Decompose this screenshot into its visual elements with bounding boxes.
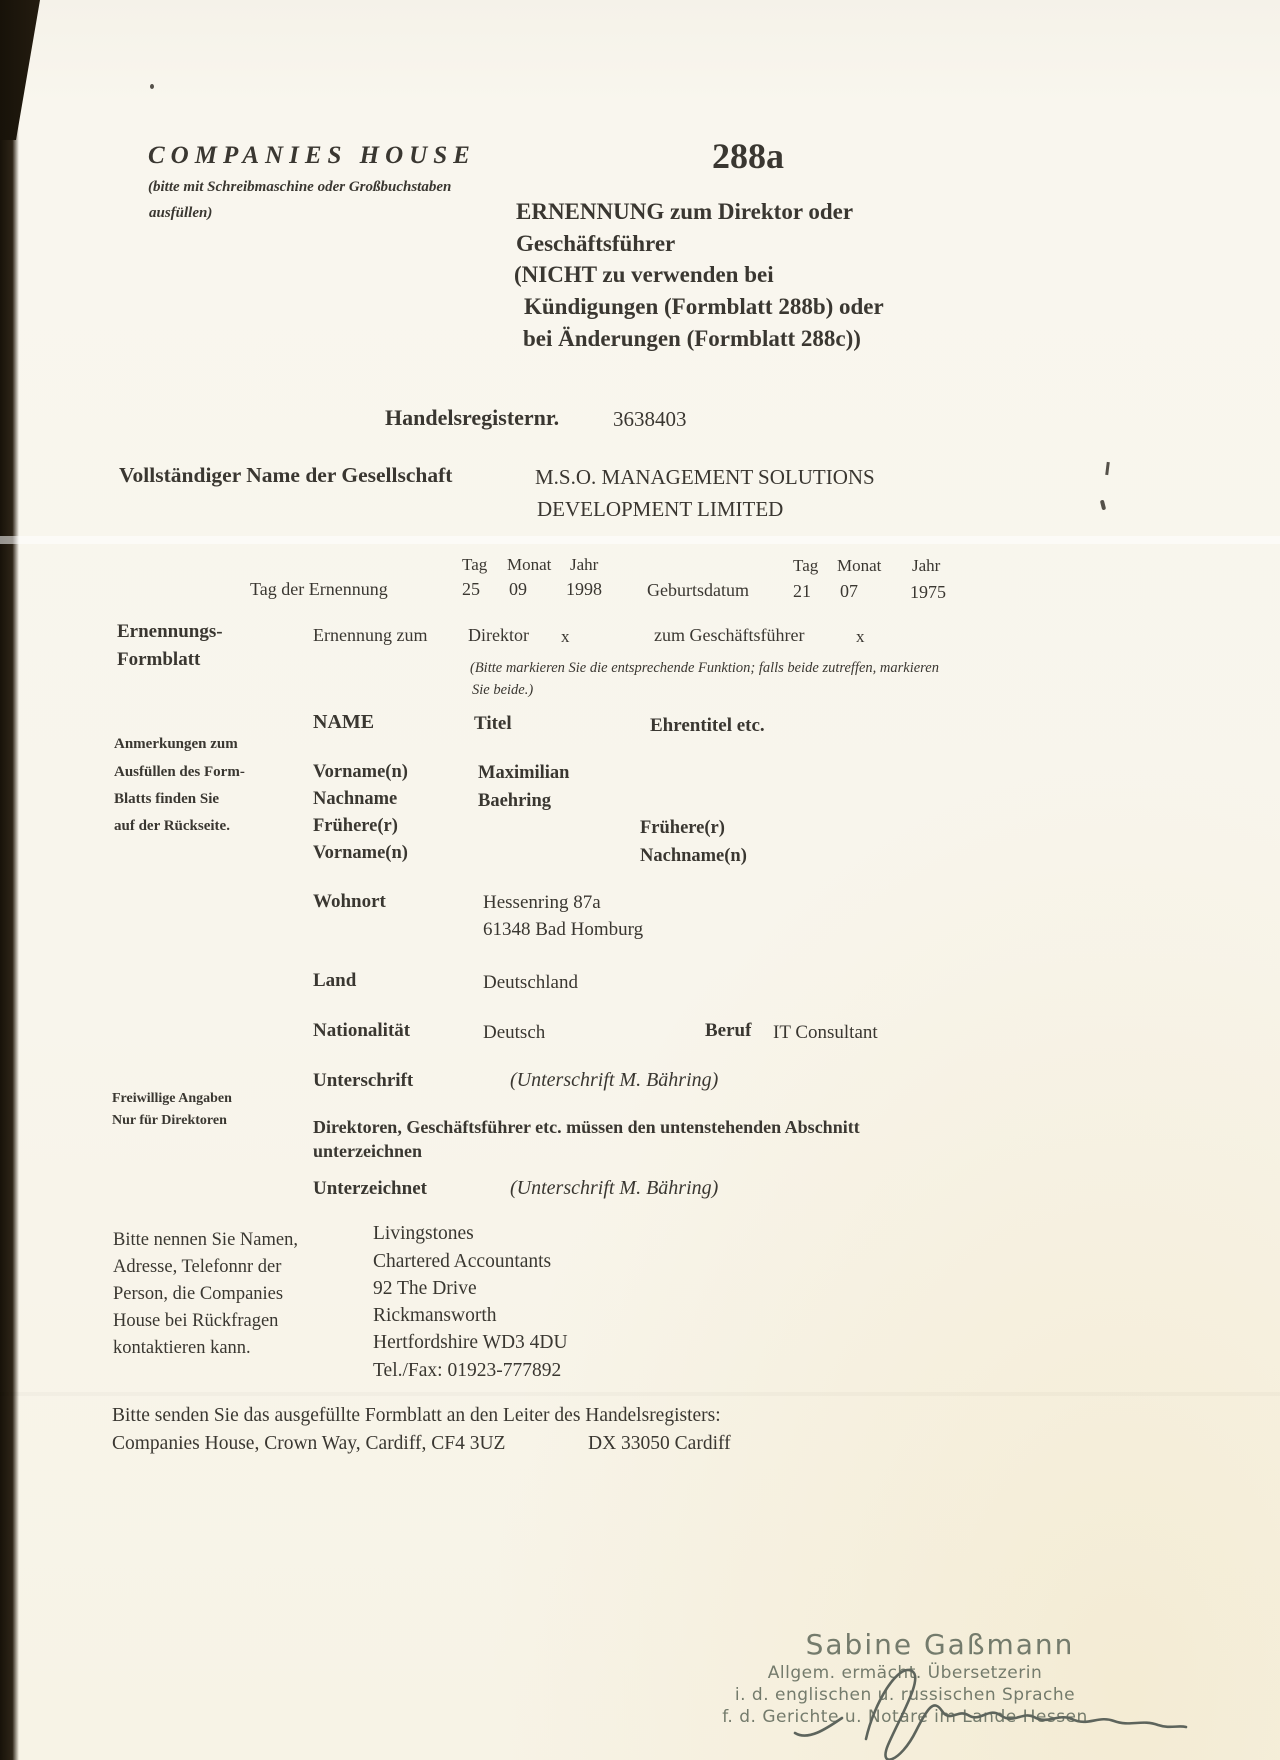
surname-value: Baehring (478, 791, 551, 811)
surname-label: Nachname (313, 789, 398, 809)
scan-left-edge-top (0, 0, 40, 140)
birth-day-value: 21 (793, 581, 811, 601)
birth-month-header: Monat (837, 556, 882, 575)
former-surname-label-line-2: Nachname(n) (640, 846, 747, 866)
birth-date-label: Geburtsdatum (647, 580, 749, 600)
typewriter-note-line-2: ausfüllen) (149, 205, 213, 221)
birth-year-value: 1975 (910, 582, 946, 602)
appointment-date-label: Tag der Ernennung (250, 579, 388, 599)
ink-dot-artifact (150, 84, 154, 89)
manager-checkbox-mark: x (856, 627, 865, 646)
send-to-line-1: Bitte senden Sie das ausgefüllte Formblatt an den Leiter des Handelsregisters: (112, 1405, 721, 1426)
contact-detail-line-5: Hertfordshire WD3 4DU (373, 1332, 568, 1353)
form-title-line-4: Kündigungen (Formblatt 288b) oder (524, 294, 884, 319)
handwritten-signature (780, 1655, 1200, 1760)
director-checkbox-mark: x (561, 627, 570, 646)
translator-stamp-name: Sabine Gaßmann (805, 1628, 1075, 1661)
appointment-month-header: Monat (507, 555, 552, 574)
former-forename-label-line-1: Frühere(r) (313, 816, 398, 836)
former-surname-label-line-1: Frühere(r) (640, 818, 725, 838)
stray-mark-artifact (1105, 462, 1110, 475)
title-header: Titel (474, 713, 512, 734)
must-sign-note-line-2: unterzeichnen (313, 1141, 422, 1161)
send-to-dx: DX 33050 Cardiff (588, 1433, 731, 1454)
forename-value: Maximilian (478, 763, 570, 783)
scan-band (0, 1392, 1280, 1396)
form-title-line-2: Geschäftsführer (516, 231, 676, 256)
contact-detail-line-4: Rickmansworth (373, 1305, 497, 1326)
name-section-header: NAME (313, 711, 375, 733)
contact-detail-line-3: 92 The Drive (373, 1278, 477, 1299)
signed-label: Unterzeichnet (313, 1178, 427, 1199)
mark-function-note-line-2: Sie beide.) (472, 682, 534, 698)
manager-option-label: zum Geschäftsführer (654, 625, 805, 645)
forename-label: Vorname(n) (313, 762, 408, 782)
appointment-day-header: Tag (462, 555, 488, 574)
typewriter-note-line-1: (bitte mit Schreibmaschine oder Großbuchstaben (148, 179, 452, 195)
scan-band (0, 536, 1280, 544)
company-name-line-1: M.S.O. MANAGEMENT SOLUTIONS (535, 465, 875, 489)
section-sidebar-formblatt: Formblatt (117, 649, 201, 670)
registration-number-label: Handelsregisternr. (385, 405, 560, 430)
appointment-day-value: 25 (462, 579, 480, 599)
form-title-line-1: ERNENNUNG zum Direktor oder (516, 199, 854, 224)
birth-day-header: Tag (793, 556, 819, 575)
occupation-label: Beruf (705, 1020, 752, 1041)
signed-value: (Unterschrift M. Bähring) (510, 1177, 719, 1199)
contact-detail-line-1: Livingstones (373, 1223, 474, 1244)
signature-value: (Unterschrift M. Bähring) (510, 1069, 719, 1091)
mark-function-note-line-1: (Bitte markieren Sie die entsprechende Funktion; falls beide zutreffen, markieren (470, 660, 939, 676)
birth-year-header: Jahr (912, 556, 941, 575)
translator-stamp-line-2: Allgem. ermächt. Übersetzerin (767, 1663, 1043, 1683)
contact-note-line-5: kontaktieren kann. (113, 1338, 251, 1358)
registration-number-value: 3638403 (613, 407, 687, 431)
contact-note-line-2: Adresse, Telefonnr der (113, 1257, 282, 1277)
appointed-as-label: Ernennung zum (313, 625, 428, 645)
scan-left-edge (0, 0, 19, 1760)
birth-month-value: 07 (840, 581, 858, 601)
form-number: 288a (712, 136, 784, 176)
honorific-header: Ehrentitel etc. (650, 715, 765, 736)
residence-line-2: 61348 Bad Homburg (483, 919, 644, 940)
translator-stamp-line-4: f. d. Gerichte u. Notare im Lande Hessen (722, 1707, 1088, 1727)
appointment-year-header: Jahr (570, 555, 599, 574)
notes-sidebar-line-4: auf der Rückseite. (114, 818, 230, 834)
appointment-year-value: 1998 (566, 579, 602, 599)
former-forename-label-line-2: Vorname(n) (313, 843, 408, 863)
must-sign-note-line-1: Direktoren, Geschäftsführer etc. müssen den untenstehenden Abschnitt (313, 1117, 860, 1137)
company-name-line-2: DEVELOPMENT LIMITED (537, 497, 784, 521)
residence-line-1: Hessenring 87a (483, 892, 601, 913)
country-label: Land (313, 970, 357, 991)
residence-label: Wohnort (313, 891, 386, 912)
occupation-value: IT Consultant (773, 1022, 878, 1043)
nationality-label: Nationalität (313, 1020, 411, 1041)
section-sidebar-ernennungs: Ernennungs- (117, 621, 223, 642)
contact-note-line-3: Person, die Companies (113, 1284, 284, 1304)
notes-sidebar-line-1: Anmerkungen zum (114, 736, 238, 752)
send-to-line-2: Companies House, Crown Way, Cardiff, CF4 3UZ (112, 1433, 506, 1454)
signature-label: Unterschrift (313, 1070, 414, 1091)
contact-note-line-1: Bitte nennen Sie Namen, (113, 1230, 298, 1250)
appointment-month-value: 09 (509, 579, 527, 599)
stray-mark-artifact (1100, 500, 1106, 511)
country-value: Deutschland (483, 972, 578, 993)
translator-stamp-line-3: i. d. englischen u. russischen Sprache (734, 1685, 1076, 1705)
director-option-label: Direktor (468, 625, 529, 645)
notes-sidebar-line-2: Ausfüllen des Form- (114, 764, 245, 780)
voluntary-info-sidebar-line-2: Nur für Direktoren (112, 1113, 227, 1128)
contact-detail-line-2: Chartered Accountants (373, 1251, 552, 1272)
contact-note-line-4: House bei Rückfragen (113, 1311, 279, 1331)
voluntary-info-sidebar-line-1: Freiwillige Angaben (112, 1091, 232, 1106)
form-title-line-3: (NICHT zu verwenden bei (514, 262, 774, 287)
company-name-label: Vollständiger Name der Gesellschaft (119, 463, 453, 487)
companies-house-heading: COMPANIES HOUSE (148, 142, 476, 169)
form-title-line-5: bei Änderungen (Formblatt 288c)) (523, 326, 861, 351)
notes-sidebar-line-3: Blatts finden Sie (114, 791, 220, 807)
contact-detail-line-6: Tel./Fax: 01923-777892 (373, 1360, 562, 1381)
nationality-value: Deutsch (483, 1022, 546, 1043)
